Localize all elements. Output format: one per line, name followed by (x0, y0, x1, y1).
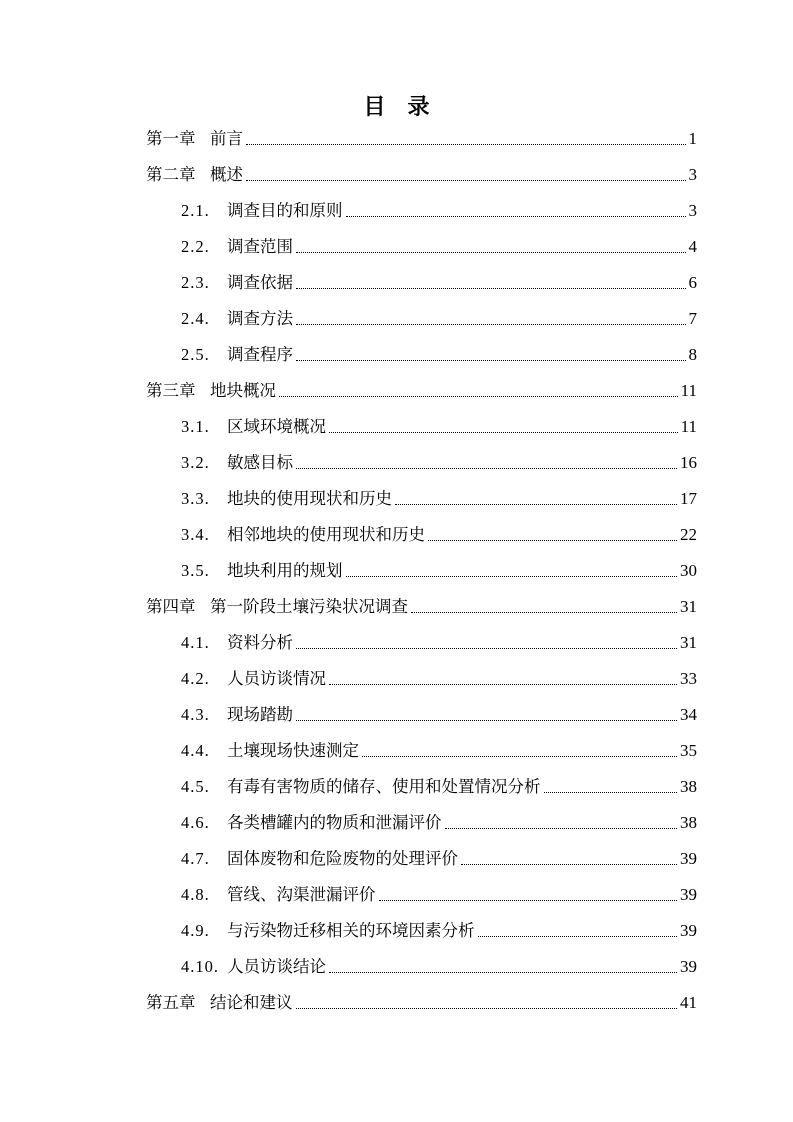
toc-dot-leader (246, 180, 686, 181)
toc-entry-title: 地块概况 (210, 381, 276, 400)
toc-entry-page: 39 (680, 849, 697, 868)
toc-entry-page: 3 (688, 165, 697, 184)
toc-entry-title: 第一阶段土壤污染状况调查 (210, 597, 408, 616)
toc-entry-title: 敏感目标 (227, 453, 293, 472)
toc-entry-4[interactable] (181, 228, 697, 258)
toc-dot-leader (379, 900, 678, 901)
toc-entry-page: 17 (680, 489, 697, 508)
toc-entry-page: 31 (680, 597, 697, 616)
toc-dot-leader (296, 648, 677, 649)
toc-entry-title: 调查范围 (227, 237, 293, 256)
toc-entry-2[interactable] (146, 156, 697, 186)
toc-entry-number: 第四章 (146, 597, 196, 616)
toc-entry-page: 39 (680, 921, 697, 940)
toc-entry-number: 2.2. (181, 237, 210, 256)
toc-entry-11[interactable] (181, 480, 697, 510)
toc-entry-title: 调查目的和原则 (227, 201, 343, 220)
toc-entry-title: 各类槽罐内的物质和泄漏评价 (227, 813, 442, 832)
toc-dot-leader (296, 1008, 678, 1009)
toc-entry-page: 39 (680, 957, 697, 976)
toc-entry-number: 4.2. (181, 669, 210, 688)
toc-entry-number: 2.1. (181, 201, 210, 220)
toc-dot-leader (296, 720, 677, 721)
toc-entry-1[interactable] (146, 120, 697, 150)
toc-entry-page: 30 (680, 561, 697, 580)
toc-title-part: 录 (407, 94, 430, 120)
toc-entry-number: 4.10. (181, 957, 219, 976)
toc-entry-page: 38 (680, 777, 697, 796)
toc-entry-page: 6 (688, 273, 697, 292)
toc-entry-number: 4.8. (181, 885, 210, 904)
toc-entry-title: 调查方法 (227, 309, 293, 328)
toc-entry-number: 第五章 (146, 993, 196, 1012)
toc-entry-23[interactable] (181, 912, 697, 942)
toc-entry-number: 第三章 (146, 381, 196, 400)
toc-dot-leader (346, 576, 678, 577)
toc-entry-page: 4 (688, 237, 697, 256)
toc-entry-page: 41 (680, 993, 697, 1012)
toc-entry-number: 3.4. (181, 525, 210, 544)
toc-dot-leader (296, 468, 677, 469)
toc-entry-title: 资料分析 (227, 633, 293, 652)
toc-entry-20[interactable] (181, 804, 697, 834)
toc-entry-22[interactable] (181, 876, 697, 906)
toc-entry-page: 8 (688, 345, 697, 364)
toc-entry-title: 结论和建议 (210, 993, 293, 1012)
toc-entry-number: 3.2. (181, 453, 210, 472)
toc-entry-page: 35 (680, 741, 697, 760)
toc-entry-8[interactable] (146, 372, 697, 402)
toc-dot-leader (411, 612, 677, 613)
toc-entry-title: 调查依据 (227, 273, 293, 292)
toc-entry-number: 4.4. (181, 741, 210, 760)
toc-entry-number: 第一章 (146, 129, 196, 148)
toc-entry-title: 与污染物迁移相关的环境因素分析 (227, 921, 475, 940)
toc-dot-leader (246, 144, 686, 145)
toc-entry-number: 4.6. (181, 813, 210, 832)
toc-entry-page: 31 (680, 633, 697, 652)
toc-entry-12[interactable] (181, 516, 697, 546)
toc-entry-title: 有毒有害物质的储存、使用和处置情况分析 (227, 777, 541, 796)
toc-dot-leader (279, 396, 678, 397)
toc-entry-21[interactable] (181, 840, 697, 870)
toc-entry-page: 22 (680, 525, 697, 544)
toc-entry-page: 38 (680, 813, 697, 832)
toc-entry-title: 人员访谈结论 (227, 957, 326, 976)
toc-entry-title: 概述 (210, 165, 243, 184)
toc-entry-title: 土壤现场快速测定 (227, 741, 359, 760)
toc-dot-leader (329, 972, 677, 973)
toc-entry-number: 2.3. (181, 273, 210, 292)
toc-entry-7[interactable] (181, 336, 697, 366)
toc-entry-number: 4.9. (181, 921, 210, 940)
toc-entry-15[interactable] (181, 624, 697, 654)
toc-dot-leader (296, 324, 686, 325)
toc-entry-19[interactable] (181, 768, 697, 798)
toc-dot-leader (544, 792, 678, 793)
toc-entry-page: 3 (688, 201, 697, 220)
toc-entry-page: 34 (680, 705, 697, 724)
toc-dot-leader (296, 288, 686, 289)
toc-entry-page: 11 (680, 381, 697, 400)
toc-dot-leader (296, 360, 686, 361)
toc-entry-title: 固体废物和危险废物的处理评价 (227, 849, 458, 868)
toc-dot-leader (445, 828, 678, 829)
toc-dot-leader (461, 864, 677, 865)
toc-entry-title: 调查程序 (227, 345, 293, 364)
toc-entry-18[interactable] (181, 732, 697, 762)
toc-entry-title: 地块利用的规划 (227, 561, 343, 580)
toc-entry-title: 前言 (210, 129, 243, 148)
toc-entry-9[interactable] (181, 408, 697, 438)
toc-entry-page: 33 (680, 669, 697, 688)
toc-entry-3[interactable] (181, 192, 697, 222)
toc-entry-page: 11 (680, 417, 697, 436)
toc-entry-number: 第二章 (146, 165, 196, 184)
toc-entry-number: 3.1. (181, 417, 210, 436)
toc-entry-number: 4.3. (181, 705, 210, 724)
toc-entry-number: 4.5. (181, 777, 210, 796)
toc-entry-24[interactable] (181, 948, 697, 978)
toc-entry-number: 3.5. (181, 561, 210, 580)
toc-entry-number: 3.3. (181, 489, 210, 508)
toc-entry-number: 2.5. (181, 345, 210, 364)
toc-title-part: 目 (363, 94, 386, 120)
toc-entry-title: 地块的使用现状和历史 (227, 489, 392, 508)
toc-entry-6[interactable] (181, 300, 697, 330)
toc-entry-25[interactable] (146, 984, 697, 1014)
toc-dot-leader (478, 936, 678, 937)
toc-entry-5[interactable] (181, 264, 697, 294)
toc-dot-leader (296, 252, 686, 253)
toc-entry-number: 4.7. (181, 849, 210, 868)
toc-entry-page: 1 (688, 129, 697, 148)
toc-entry-page: 39 (680, 885, 697, 904)
toc-entry-title: 现场踏勘 (227, 705, 293, 724)
toc-entry-16[interactable] (181, 660, 697, 690)
toc-dot-leader (346, 216, 686, 217)
toc-entry-14[interactable] (146, 588, 697, 618)
toc-dot-leader (428, 540, 677, 541)
toc-entry-title: 相邻地块的使用现状和历史 (227, 525, 425, 544)
toc-dot-leader (362, 756, 677, 757)
toc-entry-title: 区域环境概况 (227, 417, 326, 436)
toc-dot-leader (395, 504, 677, 505)
toc-entry-number: 4.1. (181, 633, 210, 652)
toc-entry-number: 2.4. (181, 309, 210, 328)
toc-entry-title: 人员访谈情况 (227, 669, 326, 688)
toc-entry-13[interactable] (181, 552, 697, 582)
toc-dot-leader (329, 432, 678, 433)
toc-entry-title: 管线、沟渠泄漏评价 (227, 885, 376, 904)
toc-entry-17[interactable] (181, 696, 697, 726)
toc-dot-leader (329, 684, 677, 685)
toc-title (0, 92, 793, 122)
toc-entry-page: 16 (680, 453, 697, 472)
toc-entry-10[interactable] (181, 444, 697, 474)
toc-entry-page: 7 (688, 309, 697, 328)
